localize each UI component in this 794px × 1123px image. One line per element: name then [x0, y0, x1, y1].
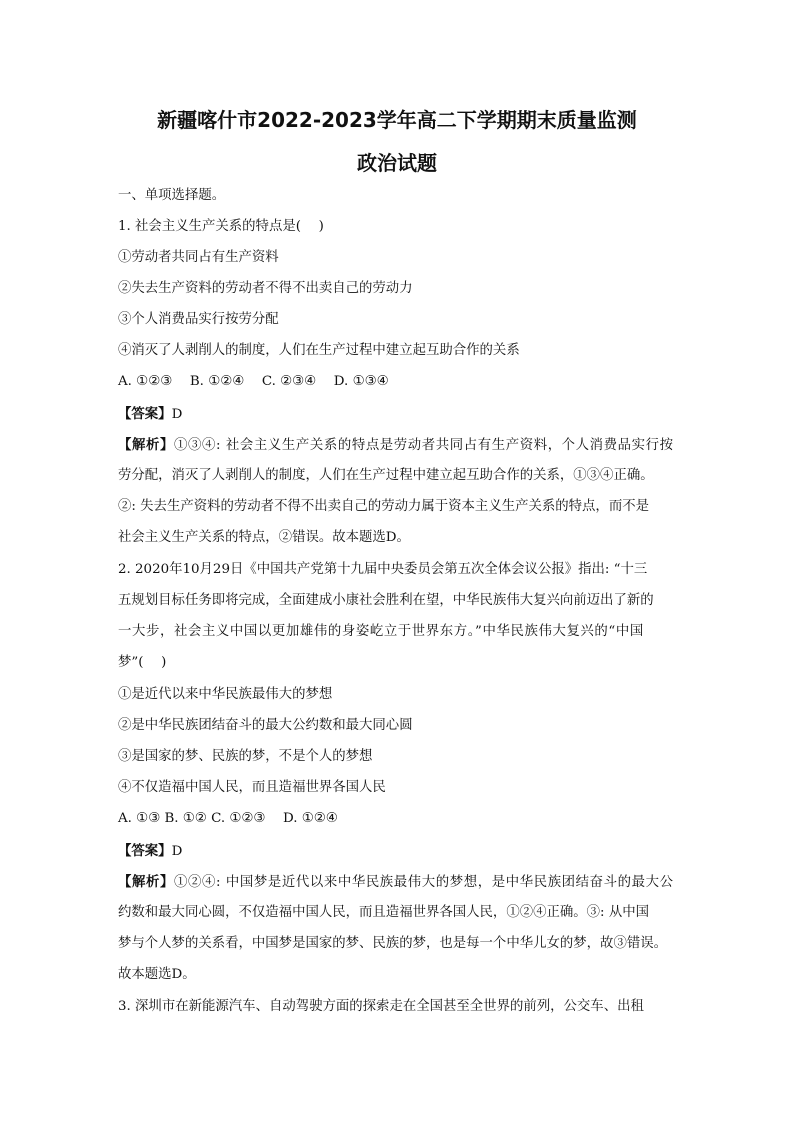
q2-analysis-line-1	[118, 873, 674, 892]
q1-option-1: ①劳动者共同占有生产资料	[118, 250, 279, 265]
q2-analysis-line-3: 梦与个人梦的关系看，中国梦是国家的梦、民族的梦，也是每一个中华儿女的梦，故③错误。	[118, 936, 668, 951]
q2-option-4: ④不仅造福中国人民，而且造福世界各国人民	[118, 780, 386, 795]
q1-answer	[118, 405, 182, 424]
q2-choices: A. ①③ B. ①② C. ①②③ D. ①②④	[118, 811, 338, 826]
q2-option-2: ②是中华民族团结奋斗的最大公约数和最大同心圆	[118, 718, 413, 733]
q2-analysis-line-4: 故本题选D。	[118, 967, 196, 982]
q1-analysis-line-3: ②: 失去生产资料的劳动者不得不出卖自己的劳动力属于资本主义生产关系的特点，而不是	[118, 499, 649, 514]
q3-stem: 3. 深圳市在新能源汽车、自动驾驶方面的探索走在全国甚至全世界的前列，公交车、出租	[118, 999, 644, 1014]
document-subtitle: 政治试题	[357, 151, 437, 175]
q2-stem-line-1: 2. 2020年10月29日《中国共产党第十九届中央委员会第五次全体会议公报》指出: “十三	[118, 562, 648, 577]
answer-value: D	[171, 844, 183, 859]
q1-analysis-line-1	[118, 436, 674, 455]
q2-analysis-line-2: 约数和最大同心圆，不仅造福中国人民，而且造福世界各国人民，①②④正确。③: 从中国	[118, 905, 649, 920]
q2-stem-line-4: 梦”( )	[118, 655, 167, 670]
q1-choices: A. ①②③ B. ①②④ C. ②③④ D. ①③④	[118, 374, 389, 389]
answer-value: D	[171, 407, 183, 422]
q1-analysis-line-2: 劳分配，消灭了人剥削人的制度，人们在生产过程中建立起互助合作的关系，①③④正确。	[118, 468, 654, 483]
section-heading: 一、单项选择题。	[118, 188, 226, 203]
answer-label: 【答案】	[118, 406, 172, 422]
document-title: 新疆喀什市2022-2023学年高二下学期期末质量监测	[157, 108, 637, 132]
q1-option-2: ②失去生产资料的劳动者不得不出卖自己的劳动力	[118, 281, 413, 296]
q2-stem-line-3: 一大步，社会主义中国以更加雄伟的身姿屹立于世界东方。”中华民族伟大复兴的“中国	[118, 624, 644, 639]
answer-label: 【答案】	[118, 843, 172, 859]
q2-option-1: ①是近代以来中华民族最伟大的梦想	[118, 687, 333, 702]
analysis-label: 【解析】	[118, 437, 174, 453]
q2-answer	[118, 842, 182, 861]
q1-analysis-line-4: 社会主义生产关系的特点，②错误。故本题选D。	[118, 530, 410, 545]
q2-stem-line-2: 五规划目标任务即将完成，全面建成小康社会胜利在望，中华民族伟大复兴向前迈出了新的	[118, 593, 654, 608]
analysis-text: ①②④: 中国梦是近代以来中华民族最伟大的梦想，是中华民族团结奋斗的最大公	[173, 875, 674, 890]
q1-option-4: ④消灭了人剥削人的制度，人们在生产过程中建立起互助合作的关系	[118, 343, 520, 358]
q1-stem: 1. 社会主义生产关系的特点是( )	[118, 219, 324, 234]
q1-option-3: ③个人消费品实行按劳分配	[118, 312, 279, 327]
analysis-label: 【解析】	[118, 874, 174, 890]
q2-option-3: ③是国家的梦、民族的梦，不是个人的梦想	[118, 749, 373, 764]
analysis-text: ①③④: 社会主义生产关系的特点是劳动者共同占有生产资料，个人消费品实行按	[173, 438, 674, 453]
